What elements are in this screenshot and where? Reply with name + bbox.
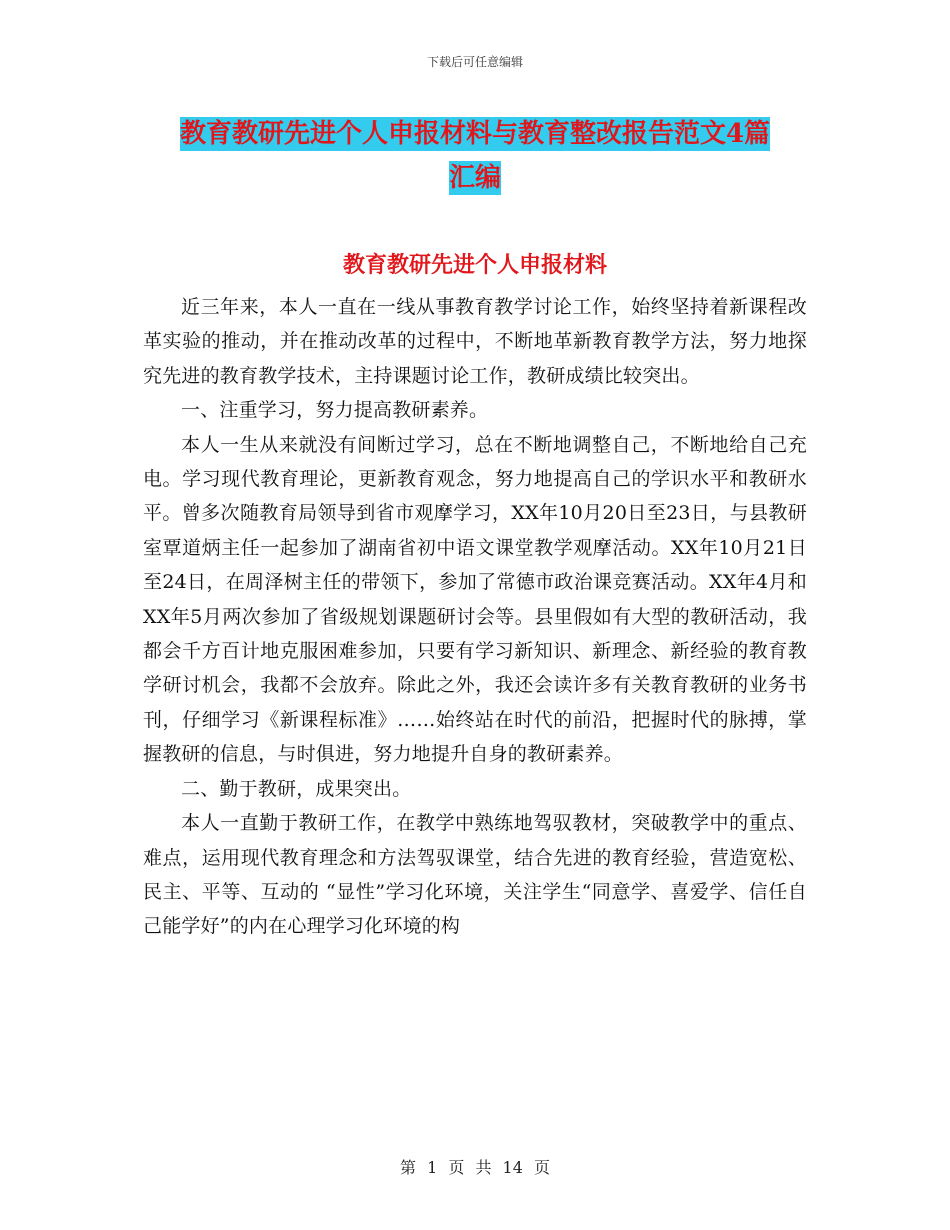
document-title-line2: 汇编 (448, 163, 501, 193)
section-title: 教育教研先进个人申报材料 (342, 252, 607, 278)
document-title-line1: 教育教研先进个人申报材料与教育整改报告范文4篇 (179, 119, 771, 149)
paragraph-study: 本人一生从来就没有间断过学习，总在不断地调整自己，不断地给自己充电。学习现代教育理论，更新教育观念，努力地提高自己的学识水平和教研水平。曾多次随教育局领导到省市观摩学习，XX年10月20日至23日，与县教研室覃道炳主任一起参加了湖南省初中语文课堂教学观摩活动。XX年10月21日至24日，在周泽树主任的带领下，参加了常德市政治课竞赛活动。XX年4月和XX年5月两次参加了省级规划课题研讨会等。县里假如有大型的教研活动，我都会千方百计地克服困难参加，只要有学习新知识、新理念、新经验的教育教学研讨机会，我都不会放弃。除此之外，我还会读许多有关教育教研的业务书刊，仔细学习《新课程标准》……始终站在时代的前沿，把握时代的脉搏，掌握教研的信息，与时俱进，努力地提升自身的教研素养。 (143, 433, 807, 766)
document-body (143, 290, 807, 944)
paragraph-heading-1: 一、注重学习，努力提高教研素养。 (181, 399, 489, 422)
document-title (145, 112, 805, 200)
paragraph-research: 本人一直勤于教研工作，在教学中熟练地驾驭教材，突破教学中的重点、难点，运用现代教育理念和方法驾驭课堂，结合先进的教育经验，营造宽松、民主、平等、互动的 “显性”学习化环境，关注学生“同意学、喜爱学、信任自己能学好”的内在心理学习化环境的构 (143, 812, 807, 938)
paragraph-heading-2: 二、勤于教研，成果突出。 (181, 777, 412, 800)
paragraph-intro: 近三年来，本人一直在一线从事教育教学讨论工作，始终坚持着新课程改革实验的推动，并在推动改革的过程中，不断地革新教育教学方法，努力地探究先进的教育教学技术，主持课题讨论工作，教研成绩比较突出。 (143, 296, 807, 387)
page-footer: 第 1 页 共 14 页 (400, 1158, 550, 1177)
header-note: 下载后可任意编辑 (426, 55, 523, 69)
